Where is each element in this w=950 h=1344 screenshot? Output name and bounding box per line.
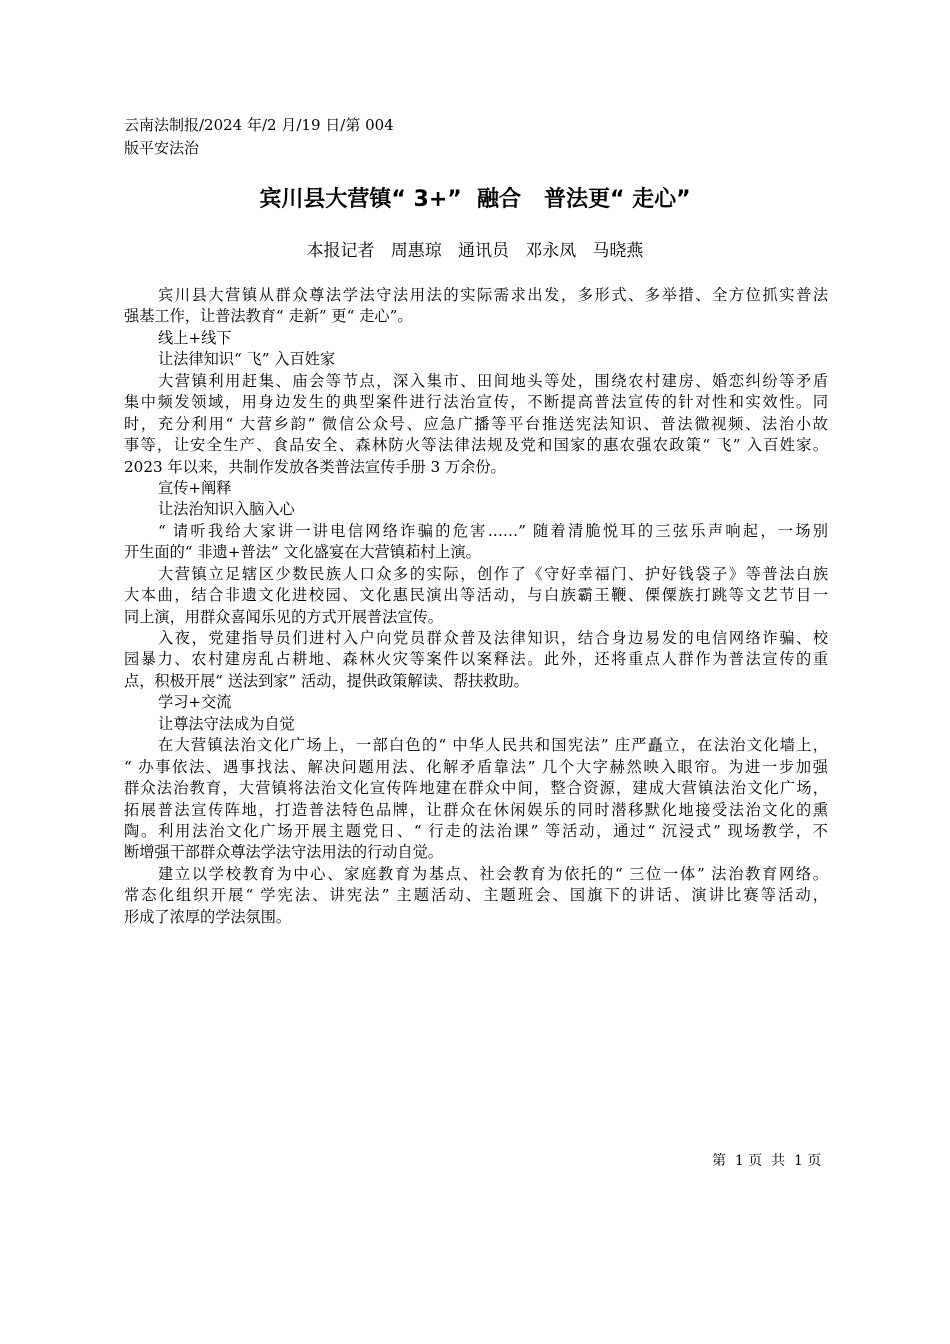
paragraph-line: 园暴力、农村建房乱占耕地、森林火灾等案件以案释法。此外，还将重点人群作为普法宣传的重 — [124, 650, 828, 669]
paragraph-line: 入夜，党建指导员们进村入户向党员群众普及法律知识，结合身边易发的电信网络诈骗、校 — [158, 629, 828, 647]
paragraph-line: “ 请听我给大家讲一讲电信网络诈骗的危害……” 随着清脆悦耳的三弦乐声响起，一场别 — [158, 521, 828, 540]
paragraph — [124, 564, 828, 628]
paragraph-line: 学习+交流 — [158, 693, 232, 712]
paragraph — [124, 285, 828, 328]
paragraph-line: 让法律知识“ 飞” 入百姓家 — [158, 350, 336, 369]
paragraph — [124, 371, 828, 478]
paragraph-line: 断增强干部群众尊法学法守法用法的行动自觉。 — [124, 843, 443, 862]
paragraph-line: 形成了浓厚的学法氛围。 — [124, 907, 292, 926]
paragraph-line: 拓展普法宣传阵地，打造普法特色品牌，让群众在休闲娱乐的同时潜移默化地接受法治文化的熏 — [124, 800, 828, 819]
byline: 本报记者 周惠琼 通讯员 邓永凤 马晓燕 — [306, 241, 644, 261]
paragraph-line: 在大营镇法治文化广场上，一部白色的“ 中华人民共和国宪法” 庄严矗立，在法治文化墙上， — [158, 736, 828, 755]
paragraph-line: 大营镇立足辖区少数民族人口众多的实际，创作了《守好幸福门、护好钱袋子》等普法白族 — [158, 564, 828, 583]
source-line-1: 云南法制报/2024 年/2 月/19 日/第 004 — [124, 116, 394, 134]
paragraph — [124, 349, 828, 370]
paragraph — [124, 521, 828, 564]
paragraph-line: 时，充分利用“ 大营乡韵” 微信公众号、应急广播等平台推送宪法知识、普法微视频、法治小故 — [124, 414, 828, 433]
paragraph-line: 开生面的“ 非遗+普法” 文化盛宴在大营镇萂村上演。 — [124, 543, 481, 562]
paragraph-line: 同上演，用群众喜闻乐见的方式开展普法宣传。 — [124, 607, 443, 626]
paragraph-line: 陶。利用法治文化广场开展主题党日、“ 行走的法治课” 等活动，通过“ 沉浸式” 现场教学，不 — [124, 821, 828, 840]
paragraph-line: 宾川县大营镇从群众尊法学法守法用法的实际需求出发，多形式、多举措、全方位抓实普法 — [158, 286, 828, 304]
paragraph-line: 强基工作，让普法教育“ 走新” 更“ 走心”。 — [124, 307, 413, 326]
paragraph-line: 宣传+阐释 — [158, 478, 232, 497]
paragraph-line: 让尊法守法成为自觉 — [158, 714, 295, 733]
paragraph-line: “ 办事依法、遇事找法、解决问题用法、化解矛盾靠法” 几个大字赫然映入眼帘。为进一步加强 — [124, 757, 828, 776]
paragraph — [124, 478, 828, 499]
paragraph-line: 群众法治教育，大营镇将法治文化宣传阵地建在群众中间，整合资源，建成大营镇法治文化广场， — [124, 779, 828, 798]
paragraph — [124, 499, 828, 520]
paragraph-line: 建立以学校教育为中心、家庭教育为基点、社会教育为依托的“ 三位一体” 法治教育网络。 — [158, 864, 828, 883]
paragraph-line: 事等，让安全生产、食品安全、森林防火等法律法规及党和国家的惠农强农政策“ 飞” 入百姓家。 — [124, 436, 828, 455]
paragraph-line: 点，积极开展“ 送法到家” 活动，提供政策解读、帮扶救助。 — [124, 671, 529, 690]
paragraph-line: 大本曲，结合非遗文化进校园、文化惠民演出等活动，与白族霸王鞭、傈僳族打跳等文艺节目一 — [124, 586, 828, 605]
paragraph-line: 2023 年以来，共制作发放各类普法宣传手册 3 万余份。 — [124, 457, 506, 476]
paragraph — [124, 328, 828, 349]
paragraph — [124, 735, 828, 864]
article-body — [124, 285, 828, 928]
paragraph-line: 集中频发领域，用身边发生的典型案件进行法治宣传，不断提高普法宣传的针对性和实效性。同 — [124, 393, 828, 412]
paragraph — [124, 692, 828, 713]
paragraph-line: 线上+线下 — [158, 328, 232, 347]
paragraph — [124, 714, 828, 735]
paragraph-line: 让法治知识入脑入心 — [158, 500, 295, 519]
paragraph — [124, 864, 828, 928]
paragraph-line: 大营镇利用赶集、庙会等节点，深入集市、田间地头等处，围绕农村建房、婚恋纠纷等矛盾 — [158, 371, 828, 390]
source-info — [124, 114, 394, 160]
article-title: 宾川县大营镇“ 3+” 融合 普法更“ 走心” — [259, 187, 691, 212]
page-footer: 第 1 页 共 1 页 — [712, 1153, 822, 1169]
paragraph-line: 常态化组织开展“ 学宪法、讲宪法” 主题活动、主题班会、国旗下的讲话、演讲比赛等活动， — [124, 886, 828, 905]
paragraph — [124, 628, 828, 692]
source-line-2: 版平安法治 — [124, 139, 200, 157]
